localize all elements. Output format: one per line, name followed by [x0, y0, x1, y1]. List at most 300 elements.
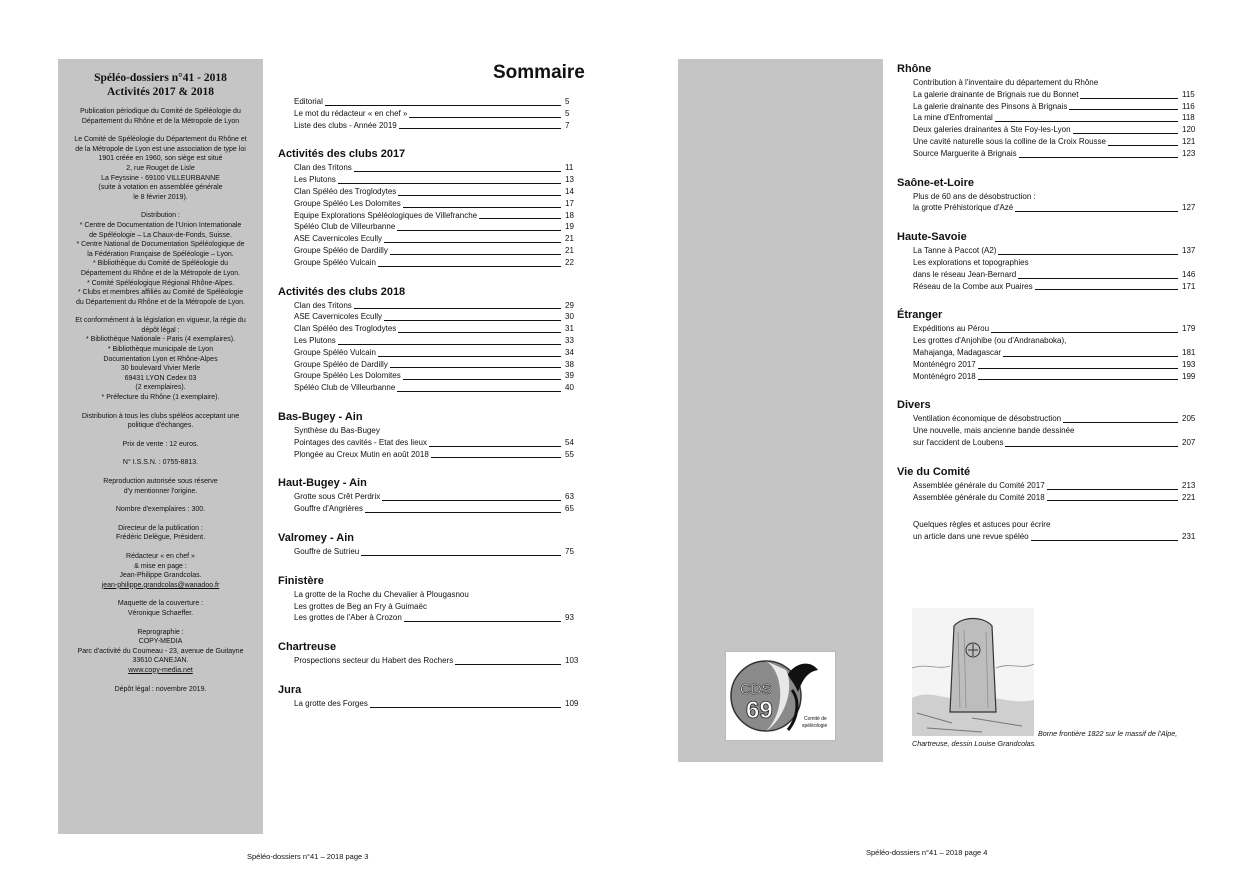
- logo-caption-1: Comité de: [804, 716, 827, 722]
- toc-page-number: 7: [565, 120, 570, 130]
- toc-leader-line: [325, 105, 561, 106]
- sidebar-line: le 8 février 2019).: [133, 193, 188, 201]
- toc-leader-line: [455, 664, 561, 665]
- toc-entry: [279, 698, 579, 710]
- sidebar-line: Documentation Lyon et Rhône-Alpes: [103, 355, 218, 363]
- sidebar-line: * Centre de Documentation de l'Union Internationale: [79, 221, 242, 229]
- toc-page-number: 21: [565, 245, 574, 255]
- toc-entry: [898, 413, 1196, 425]
- toc-page-number: 116: [1182, 101, 1195, 111]
- toc-section-heading: Bas-Bugey - Ain: [278, 410, 363, 423]
- sidebar-line: 1901 créée en 1960, son siège est situé: [98, 155, 223, 163]
- toc-entry-label: Clan Spéléo des Troglodytes: [294, 324, 397, 334]
- toc-leader-line: [1015, 211, 1178, 212]
- toc-leader-line: [403, 379, 561, 380]
- toc-entry-label: Equipe Explorations Spéléologiques de Villefranche: [294, 210, 478, 220]
- sidebar-line: * Bibliothèque municipale de Lyon: [107, 346, 214, 354]
- toc-leader-line: [995, 121, 1178, 122]
- toc-leader-line: [978, 368, 1178, 369]
- toc-page-number: 221: [1182, 492, 1196, 502]
- toc-leader-line: [390, 367, 561, 368]
- toc-entry-label: La Tanne à Paccot (A2): [913, 246, 997, 256]
- sidebar-paragraph: [62, 135, 259, 202]
- toc-entry-label: Les grottes d'Anjohibe (ou d'Andranaboka),: [913, 336, 1067, 346]
- toc-section-heading: Jura: [278, 683, 302, 696]
- toc-page-number: 19: [565, 222, 574, 232]
- toc-entry-label: Gouffre d'Angrières: [294, 504, 363, 514]
- toc-entry-label: un article dans une revue spéléo: [913, 532, 1029, 542]
- sidebar-line: Le Comité de Spéléologie du Département du Rhône et: [74, 136, 247, 144]
- toc-entry: [898, 492, 1196, 504]
- logo-letters: CDS: [740, 681, 772, 698]
- toc-page-number: 17: [565, 198, 574, 208]
- toc-entry: [279, 437, 579, 449]
- toc-leader-line: [398, 195, 561, 196]
- toc-section-heading: Saône-et-Loire: [897, 176, 975, 189]
- toc-page-number: 18: [565, 210, 574, 220]
- toc-leader-line: [399, 128, 561, 129]
- toc-entry-label: Quelques règles et astuces pour écrire: [913, 520, 1051, 530]
- toc-entry-label: Mahajanga, Madagascar: [913, 347, 1002, 357]
- toc-leader-line: [1073, 133, 1178, 134]
- toc-leader-line: [338, 183, 561, 184]
- toc-entry: [898, 347, 1196, 359]
- toc-entry: [279, 359, 579, 371]
- toc-entry-label: Editorial: [294, 97, 323, 106]
- sidebar-paragraph: [62, 524, 259, 543]
- toc-section-heading: Haut-Bugey - Ain: [278, 477, 367, 490]
- toc-left-column: [279, 96, 579, 726]
- toc-entry: [279, 347, 579, 359]
- toc-page-number: 103: [565, 656, 579, 666]
- toc-entry-label: Contribution à l'inventaire du département du Rhône: [913, 78, 1099, 87]
- toc-entry-label: La grotte des Forges: [294, 698, 368, 708]
- toc-page-number: 29: [565, 300, 574, 310]
- sidebar-line: Rédacteur « en chef »: [126, 552, 195, 560]
- toc-leader-line: [398, 332, 561, 333]
- toc-entry: [898, 371, 1196, 383]
- border-stone-drawing: [912, 608, 1034, 736]
- toc-entry-label: La galerie drainante de Brignais rue du Bonnet: [913, 89, 1079, 99]
- sidebar-line: Distribution :: [141, 212, 180, 220]
- toc-leader-line: [1080, 98, 1178, 99]
- sidebar-title: [62, 71, 259, 99]
- toc-page-number: 146: [1182, 269, 1196, 279]
- toc-entry-label: La grotte de la Roche du Chevalier à Plougasnou: [294, 589, 469, 599]
- toc-page-number: 11: [565, 163, 574, 173]
- toc-leader-line: [370, 707, 561, 708]
- toc-entry-label: Plus de 60 ans de désobstruction :: [913, 191, 1036, 201]
- toc-page-number: 213: [1182, 480, 1196, 490]
- toc-entry-label: Les Plutons: [294, 335, 336, 345]
- toc-page-number: 14: [565, 186, 574, 196]
- toc-entry-label: Les Plutons: [294, 175, 336, 185]
- toc-entry-label: Gouffre de Sutrieu: [294, 546, 360, 556]
- toc-page-number: 109: [565, 698, 579, 708]
- toc-entry: [279, 601, 579, 613]
- toc-leader-line: [382, 500, 561, 501]
- sidebar-link[interactable]: jean-philippe.grandcolas@wanadoo.fr: [101, 581, 220, 589]
- toc-page-number: 123: [1182, 148, 1196, 158]
- toc-leader-line: [1018, 278, 1178, 279]
- toc-entry-label: Spéléo Club de Villeurbanne: [294, 222, 396, 232]
- toc-section: [898, 176, 1196, 215]
- toc-entry: [279, 233, 579, 245]
- sidebar-paragraph: [62, 505, 259, 515]
- toc-section: [279, 531, 579, 558]
- toc-entry-label: Les explorations et topographies: [913, 257, 1029, 267]
- sidebar-line: Frédéric Delègue, Président.: [115, 534, 206, 542]
- toc-leader-line: [409, 117, 561, 118]
- toc-leader-line: [1047, 489, 1178, 490]
- toc-section-heading: Vie du Comité: [897, 465, 971, 478]
- toc-section: [279, 96, 579, 131]
- toc-entry: [898, 148, 1196, 160]
- toc-entry: [279, 186, 579, 198]
- toc-section-heading: Haute-Savoie: [897, 231, 967, 244]
- toc-right-column: [898, 62, 1196, 559]
- sidebar-paragraph: [62, 440, 259, 450]
- toc-leader-line: [479, 218, 561, 219]
- toc-page-number: 55: [565, 449, 574, 459]
- sidebar-paragraph: [62, 685, 259, 695]
- toc-entry: [898, 531, 1196, 543]
- toc-entry: [898, 257, 1196, 269]
- toc-section: [898, 308, 1196, 382]
- toc-leader-line: [991, 332, 1178, 333]
- toc-entry: [279, 655, 579, 667]
- sidebar-line: N° I.S.S.N. : 0755-8813.: [122, 459, 199, 467]
- toc-page-number: 193: [1182, 359, 1196, 369]
- logo-number: 69: [746, 697, 773, 724]
- toc-entry: [898, 323, 1196, 335]
- toc-entry: [279, 335, 579, 347]
- toc-entry: [279, 257, 579, 269]
- toc-page-number: 205: [1182, 414, 1196, 424]
- toc-entry-label: Le mot du rédacteur « en chef »: [294, 108, 408, 118]
- toc-page-number: 115: [1182, 89, 1195, 99]
- sidebar-line: Véronique Schaeffer.: [127, 609, 194, 617]
- toc-entry-label: la grotte Préhistorique d'Azé: [913, 203, 1014, 213]
- toc-page-number: 5: [565, 97, 570, 106]
- toc-entry: [279, 491, 579, 503]
- toc-leader-line: [998, 254, 1178, 255]
- sidebar-line: Département du Rhône et de la Métropole de Lyon.: [80, 269, 241, 277]
- toc-entry: [898, 359, 1196, 371]
- toc-entry: [279, 382, 579, 394]
- toc-leader-line: [1069, 109, 1178, 110]
- toc-entry: [898, 480, 1196, 492]
- toc-entry: [898, 112, 1196, 124]
- toc-leader-line: [429, 446, 561, 447]
- toc-entry: [279, 323, 579, 335]
- sidebar-line: (suite à votation en assemblée générale: [98, 184, 223, 192]
- toc-page-number: 63: [565, 492, 574, 502]
- toc-section: [898, 465, 1196, 504]
- toc-page-number: 22: [565, 257, 574, 267]
- sidebar-line: (2 exemplaires).: [135, 384, 186, 392]
- toc-page-number: 199: [1182, 371, 1196, 381]
- logo-caption-2: spéléologie: [802, 723, 828, 729]
- toc-leader-line: [1035, 289, 1178, 290]
- toc-leader-line: [1005, 446, 1178, 447]
- toc-entry: [898, 89, 1196, 101]
- toc-section-heading: Activités des clubs 2018: [278, 285, 406, 298]
- sidebar-line: & mise en page :: [134, 562, 187, 570]
- sidebar-link[interactable]: www.copy-media.net: [128, 666, 193, 674]
- sidebar-line: * Bibliothèque du Comité de Spéléologie du: [92, 260, 229, 268]
- toc-section-heading: Chartreuse: [278, 641, 337, 654]
- toc-leader-line: [1108, 145, 1178, 146]
- toc-entry: [279, 120, 579, 132]
- toc-page-number: 38: [565, 359, 574, 369]
- toc-page-number: 65: [565, 504, 574, 514]
- toc-entry-label: Les grottes de l'Aber à Crozon: [294, 613, 402, 623]
- toc-section: [279, 410, 579, 460]
- toc-entry-label: Groupe Spéléo Les Dolomites: [294, 371, 401, 381]
- toc-entry: [279, 546, 579, 558]
- toc-leader-line: [354, 308, 561, 309]
- toc-leader-line: [397, 391, 561, 392]
- toc-section: [279, 574, 579, 624]
- toc-leader-line: [338, 344, 561, 345]
- sidebar-paragraph: [62, 458, 259, 468]
- sidebar-line: Dépôt légal : novembre 2019.: [114, 685, 207, 693]
- toc-entry-label: ASE Cavernicoles Ecully: [294, 312, 383, 322]
- sidebar-line: Publication périodique du Comité de Spéléologie du: [80, 108, 241, 115]
- sidebar-line: Directeur de la publication :: [118, 524, 203, 532]
- sidebar-line: COPY-MEDIA: [138, 638, 183, 646]
- toc-entry: [279, 162, 579, 174]
- sidebar-line: de la Métropole de Lyon est une association de type loi: [75, 145, 246, 153]
- caption-line-2: Chartreuse, dessin Louise Grandcolas.: [912, 739, 1037, 748]
- toc-entry-label: Groupe Spéléo Vulcain: [294, 257, 376, 267]
- sidebar-line: Reproduction autorisée sous réserve: [103, 478, 218, 485]
- sidebar-paragraph: [62, 552, 259, 590]
- toc-page-number: 120: [1182, 125, 1196, 135]
- toc-leader-line: [354, 171, 561, 172]
- toc-leader-line: [1003, 356, 1178, 357]
- toc-entry: [279, 174, 579, 186]
- sidebar-line: de Spéléologie – La Chaux-de-Fonds, Suisse.: [89, 231, 232, 239]
- toc-leader-line: [404, 621, 561, 622]
- sidebar-line: du Département du Rhône et de la Métropole de Lyon.: [75, 298, 246, 306]
- toc-page-number: 137: [1182, 246, 1196, 256]
- toc-section: [279, 640, 579, 667]
- toc-entry-label: sur l'accident de Loubens: [913, 437, 1004, 447]
- sidebar-paragraph: [62, 628, 259, 676]
- toc-leader-line: [365, 512, 561, 513]
- sidebar-line: * Clubs et membres affiliés au Comité de Spéléologie: [77, 289, 244, 297]
- sidebar-line: Et conformément à la législation en vigueur, la régie du: [75, 317, 246, 325]
- page-footer-left: Spéléo-dossiers n°41 – 2018 page 3: [247, 852, 369, 861]
- toc-section: [279, 285, 579, 394]
- sidebar-line: Reprographie :: [137, 628, 184, 636]
- sidebar-line: Jean-Philippe Grandcolas.: [119, 572, 202, 580]
- toc-entry-label: Clan des Tritons: [294, 163, 352, 173]
- publication-info-sidebar: [58, 59, 263, 834]
- toc-entry: [279, 198, 579, 210]
- toc-page-number: 118: [1182, 113, 1195, 123]
- toc-entry-label: Groupe Spéléo Les Dolomites: [294, 198, 401, 208]
- cds69-logo-graphic: [726, 652, 835, 740]
- sidebar-paragraph: [62, 477, 259, 496]
- toc-entry: [279, 311, 579, 323]
- toc-entry: [898, 124, 1196, 136]
- toc-entry-label: Ventilation économique de désobstruction: [913, 414, 1062, 424]
- sidebar-line: * Centre National de Documentation Spéléologique de: [76, 241, 245, 249]
- toc-section: [898, 398, 1196, 448]
- toc-entry-label: Plongée au Creux Mutin en août 2018: [294, 449, 429, 459]
- toc-leader-line: [384, 242, 561, 243]
- page-footer-right: Spéléo-dossiers n°41 – 2018 page 4: [866, 848, 988, 857]
- drawing-caption: [912, 729, 1202, 749]
- toc-leader-line: [378, 356, 561, 357]
- toc-section-heading: Finistère: [278, 574, 324, 587]
- sidebar-line: Parc d'activité du Coumeau - 23, avenue de Guitayne: [77, 647, 244, 655]
- toc-section-heading: Valromey - Ain: [278, 531, 355, 544]
- sidebar-line: Distribution à tous les clubs spéléos acceptant une: [81, 412, 240, 420]
- toc-entry-label: Groupe Spéléo de Dardilly: [294, 359, 388, 369]
- toc-section-heading: Étranger: [897, 309, 943, 322]
- toc-entry: [279, 96, 579, 108]
- toc-page-number: 231: [1182, 532, 1196, 542]
- toc-leader-line: [403, 207, 561, 208]
- toc-entry-label: Monténégro 2017: [913, 359, 976, 369]
- toc-page-number: 75: [565, 546, 574, 556]
- toc-leader-line: [1063, 422, 1178, 423]
- toc-page-number: 207: [1182, 437, 1196, 447]
- sidebar-paragraph: [62, 107, 259, 126]
- toc-page-number: 13: [565, 175, 574, 185]
- toc-page-number: 121: [1182, 136, 1196, 146]
- toc-leader-line: [378, 266, 561, 267]
- sidebar-line: La Feyssine - 69100 VILLEURBANNE: [101, 174, 220, 182]
- toc-section: [898, 62, 1196, 160]
- toc-entry: [279, 612, 579, 624]
- sidebar-line: Prix de vente : 12 euros.: [122, 440, 199, 448]
- toc-section: [279, 476, 579, 515]
- toc-entry: [898, 425, 1196, 437]
- sidebar-title-line: Spéléo-dossiers n°41 - 2018: [94, 72, 227, 84]
- toc-page-number: 54: [565, 437, 574, 447]
- toc-entry: [279, 108, 579, 120]
- toc-entry: [279, 221, 579, 233]
- toc-entry-label: Une cavité naturelle sous la colline de la Croix Rousse: [913, 136, 1106, 146]
- toc-entry: [898, 269, 1196, 281]
- toc-entry: [898, 202, 1196, 214]
- sidebar-paragraph: [62, 599, 259, 618]
- toc-page-number: 34: [565, 347, 574, 357]
- toc-section-heading: Rhône: [897, 63, 932, 75]
- toc-title: Sommaire: [493, 62, 585, 83]
- toc-entry-label: Prospections secteur du Habert des Rochers: [294, 656, 454, 666]
- toc-entry: [898, 191, 1196, 203]
- toc-entry-label: Les grottes de Beg an Fry à Guimaëc: [294, 601, 427, 611]
- toc-entry-label: Grotte sous Crêt Perdrix: [294, 492, 381, 502]
- toc-section: [279, 683, 579, 710]
- toc-entry: [898, 335, 1196, 347]
- toc-entry-label: Clan Spéléo des Troglodytes: [294, 186, 397, 196]
- toc-leader-line: [390, 254, 561, 255]
- sidebar-line: Nombre d'exemplaires : 300.: [115, 506, 206, 514]
- toc-entry: [279, 589, 579, 601]
- toc-page-number: 40: [565, 383, 574, 393]
- toc-entry: [279, 425, 579, 437]
- toc-entry: [279, 503, 579, 515]
- sidebar-line: Maquette de la couverture :: [117, 600, 204, 608]
- toc-entry: [898, 101, 1196, 113]
- toc-entry-label: dans le réseau Jean-Bernard: [913, 269, 1017, 279]
- sidebar-line: * Préfecture du Rhône (1 exemplaire).: [101, 394, 220, 402]
- toc-leader-line: [361, 555, 561, 556]
- toc-entry: [898, 77, 1196, 89]
- toc-entry-label: Groupe Spéléo Vulcain: [294, 347, 376, 357]
- toc-entry: [279, 300, 579, 312]
- sidebar-line: d'y mentionner l'origine.: [123, 487, 198, 495]
- toc-section: [279, 147, 579, 268]
- sidebar-line: la Fédération Française de Spéléologie – Lyon.: [87, 250, 234, 258]
- caption-line-1: Borne frontière 1822 sur le massif de l'Alpe,: [1038, 729, 1178, 738]
- sidebar-line: 2, rue Rouget de Lisle: [126, 164, 195, 172]
- toc-leader-line: [397, 230, 561, 231]
- toc-entry-label: Expéditions au Pérou: [913, 324, 990, 334]
- toc-page-number: 33: [565, 335, 574, 345]
- toc-leader-line: [1019, 157, 1178, 158]
- toc-entry-label: Groupe Spéléo de Dardilly: [294, 245, 388, 255]
- toc-leader-line: [431, 457, 561, 458]
- sidebar-line: politique d'échanges.: [127, 422, 194, 430]
- toc-page-number: 93: [565, 613, 574, 623]
- sidebar-line: * Comité Spéléologique Régional Rhône-Alpes.: [86, 279, 235, 287]
- toc-entry-label: Monténégro 2018: [913, 371, 976, 381]
- toc-entry: [898, 519, 1196, 531]
- toc-page-number: 31: [565, 324, 574, 334]
- sidebar-line: * Bibliothèque Nationale - Paris (4 exemplaires).: [85, 336, 236, 344]
- toc-entry-label: La mine d'Enfromental: [913, 113, 993, 123]
- toc-page-number: 21: [565, 234, 574, 244]
- toc-entry: [279, 370, 579, 382]
- sidebar-paragraph: [62, 316, 259, 402]
- toc-entry-label: Liste des clubs - Année 2019: [294, 120, 397, 130]
- toc-entry: [279, 210, 579, 222]
- toc-page-number: 181: [1182, 347, 1196, 357]
- toc-entry-label: ASE Cavernicoles Ecully: [294, 234, 383, 244]
- toc-leader-line: [1047, 500, 1178, 501]
- toc-entry-label: Source Marguerite à Brignais: [913, 148, 1017, 158]
- border-stone-sketch: [912, 608, 1034, 736]
- sidebar-line: dépôt légal :: [141, 326, 180, 334]
- sidebar-paragraphs: [62, 107, 259, 694]
- toc-section-heading: Divers: [897, 399, 931, 412]
- toc-entry-label: Clan des Tritons: [294, 300, 352, 310]
- sidebar-line: Département du Rhône et de la Métropole de Lyon: [81, 117, 240, 125]
- toc-section: [898, 519, 1196, 543]
- sidebar-subtitle-line: Activités 2017 & 2018: [107, 86, 214, 98]
- sidebar-paragraph: [62, 211, 259, 307]
- toc-entry-label: Assemblée générale du Comité 2017: [913, 480, 1045, 490]
- toc-entry-label: Spéléo Club de Villeurbanne: [294, 383, 396, 393]
- toc-entry-label: La galerie drainante des Pinsons à Brignais: [913, 101, 1068, 111]
- sidebar-line: 30 boulevard Vivier Merle: [120, 365, 201, 373]
- toc-section: [898, 230, 1196, 292]
- toc-entry: [279, 449, 579, 461]
- cds69-logo: [725, 651, 836, 741]
- toc-entry-label: Une nouvelle, mais ancienne bande dessinée: [913, 426, 1075, 436]
- toc-entry-label: Assemblée générale du Comité 2018: [913, 492, 1045, 502]
- toc-entry: [898, 437, 1196, 449]
- toc-page-number: 179: [1182, 324, 1196, 334]
